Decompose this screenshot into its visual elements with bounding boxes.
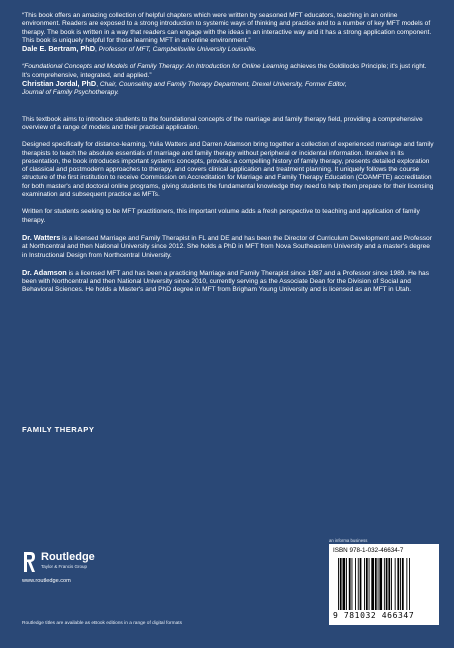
review-2: “Foundational Concepts and Models of Family Therapy: An Introduction for Online Learning achieves the Goldilocks Principle; it's just right. It's comprehensive, integrated, and applied.” Christian Jordal, PhD, Chair, Counseling and Family Therapy Department, Drexel University, Former Editor, Journal of Family Psychotherapy. <box>22 63 427 97</box>
author-2-name: Dr. Adamson <box>22 267 67 277</box>
review-1: “This book offers an amazing collection of helpful chapters which were written by seasoned MFT educators, teaching in an online environment. Readers are exposed to a strong introduction to systemic ways of thinking and practice and to a number of key MFT models of therapy. The book is written in a way that readers can engage with the ideas in an interactive way and it has a strong application component. This book is uniquely helpful for those learning MFT in an online environment.” Dale E. Bertram, PhD, Professor of MFT, Campbellsville University Louisville. <box>22 12 432 54</box>
reviewer-2-affiliation-2: Journal of Family Psychotherapy. <box>22 89 119 97</box>
description-paragraph-1: This textbook aims to introduce students to the foundational concepts of the marriage and family therapy field, providing a comprehensive overview of a range of models and their practical application. <box>22 115 423 131</box>
review-2-quote-rest: achieves the Goldilocks Principle; it's just right. It's comprehensive, integrated, and applied.” <box>22 63 427 79</box>
author-2-text: is a licensed MFT and has been a practicing Marriage and Family Therapist since 1987 and a Professor since 1989. He has been with Northcentral and then National University since 2010, currently serving as the Associate Dean for the Division of Social and Behavioral Sciences. He holds a Master's and PhD degree in MFT from Brigham Young University and is licensed as an MFT in Utah. <box>22 269 430 294</box>
barcode-icon <box>337 558 431 610</box>
reviewer-1-affiliation: Professor of MFT, Campbellsville University Louisville. <box>98 46 257 54</box>
barcode-panel <box>329 544 439 625</box>
ebook-footnote: Routledge titles are available as eBook editions in a range of digital formats <box>22 621 182 626</box>
author-1-name: Dr. Watters <box>22 232 61 242</box>
reviewer-1-name: Dale E. Bertram, PhD <box>22 44 95 54</box>
reviewer-2-name: Christian Jordal, PhD <box>22 79 97 89</box>
author-1-text: is a licensed Marriage and Family Therapist in FL and DE and has been the Director of Curriculum Development and Professor at Northcentral and then National University since 2012. She holds a PhD in MFT from Nova Southeastern University and a master's degree in Instructional Design from Northcentral University. <box>22 234 432 259</box>
isbn-text: ISBN 978-1-032-46634-7 <box>333 547 404 554</box>
description-paragraph-2: Designed specifically for distance-learning, Yulia Watters and Darren Adamson bring together a collection of experienced marriage and family therapists to teach the absolute essentials of marriage and family therapy without peripheral or incidental information. Iterative in its presentation, the book introduces important systems concepts, provides a compelling history of family therapy, presents detailed exploration of classical and postmodern approaches to therapy, and covers clinical application and treatment planning. It uniquely follows the course structure of the first institution to receive Commission on Accreditation for Marriage and Family Therapy Education (COAMFTE) accreditation for both master's and doctoral online programs, giving students the fundamental knowledge they need to help them prepare for their licensing examination and subsequent practice as MFTs. <box>22 141 434 199</box>
review-2-quote-title: “Foundational Concepts and Models of Family Therapy: An Introduction for Online Learning <box>22 63 289 71</box>
author-1-bio <box>22 234 436 260</box>
barcode-number: 9 781032 466347 <box>333 611 415 620</box>
reviewer-2-affiliation: Chair, Counseling and Family Therapy Department, Drexel University, Former Editor, <box>99 81 347 89</box>
informa-note: an informa business <box>329 538 368 543</box>
review-1-quote: “This book offers an amazing collection of helpful chapters which were written by seasoned MFT educators, teaching in an online environment. Readers are exposed to a strong introduction to systemic ways of thinking and practice and to a number of key MFT models of therapy. The book is written in a way that readers can engage with the ideas in an interactive way and it has a strong application component. This book is uniquely helpful for those learning MFT in an online environment.” <box>22 12 432 44</box>
cover-text <box>22 12 436 304</box>
publisher-group: Taylor & Francis Group <box>41 564 88 569</box>
subject-category: FAMILY THERAPY <box>22 425 95 434</box>
description-paragraph-3: Written for students seeking to be MFT practitioners, this important volume adds a fresh perspective to teaching and application of family therapy. <box>22 208 420 224</box>
publisher-website[interactable]: www.routledge.com <box>22 578 71 584</box>
routledge-r-icon <box>22 551 36 573</box>
publisher-name: Routledge <box>41 551 95 563</box>
author-2-bio <box>22 269 436 295</box>
